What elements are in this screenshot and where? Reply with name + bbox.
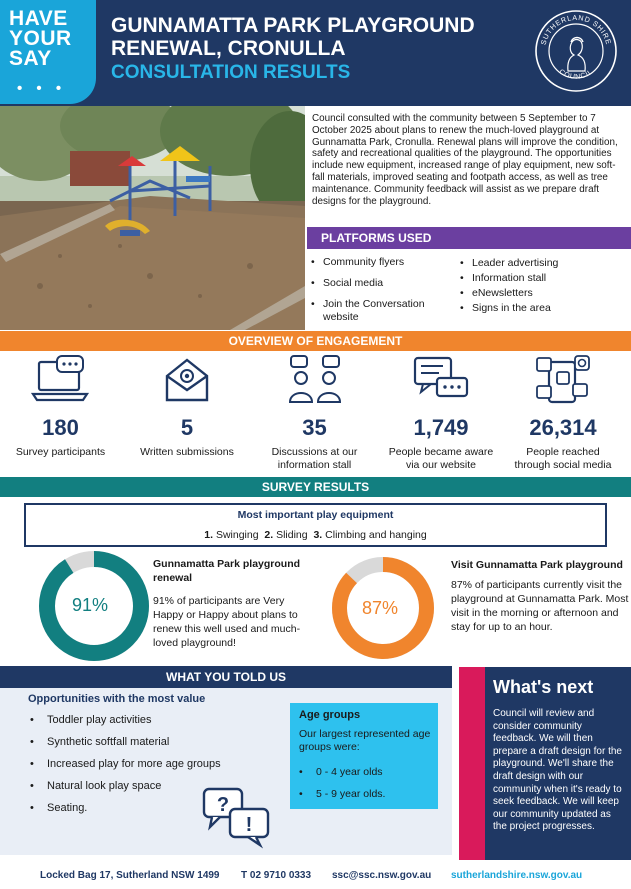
stat-website-aware	[381, 354, 501, 472]
age-groups-list	[299, 766, 385, 810]
stat-discussions	[262, 354, 367, 472]
have-your-say-badge	[0, 0, 96, 104]
list-item: • Signs in the area	[460, 302, 620, 315]
list-item: • Leader advertising	[460, 257, 620, 270]
visit-text: 87% of participants currently visit the playground at Gunnamatta Park. Most visit in the morning or afternoon and stay for up to an hour.	[451, 579, 629, 633]
age-groups-box	[290, 703, 438, 809]
platforms-list-2	[460, 257, 620, 317]
list-item: • Social media	[311, 277, 451, 290]
survey-heading: SURVEY RESULTS	[0, 477, 631, 497]
stat-social-reach	[507, 354, 619, 472]
whats-next-panel	[459, 667, 631, 860]
accent-stripe	[459, 667, 485, 860]
footer-phone: T 02 9710 0333	[241, 870, 312, 881]
list-item: • 0 - 4 year olds	[299, 766, 385, 788]
opportunities-list	[30, 714, 221, 824]
whats-next-title: What's next	[493, 677, 594, 697]
list-item: • eNewsletters	[460, 287, 620, 300]
stat-label: Discussions at our information stall	[271, 446, 358, 471]
envelope-icon	[157, 354, 217, 406]
equipment-title: Most important play equipment	[237, 509, 394, 521]
platforms-list-1	[311, 256, 451, 332]
age-groups-desc: Our largest represented age groups were:	[299, 728, 431, 753]
people-talking-icon	[285, 354, 345, 406]
header-banner	[0, 0, 631, 106]
stat-value: 5	[180, 415, 194, 440]
stat-value: 35	[302, 415, 327, 440]
stat-value: 26,314	[529, 415, 597, 440]
badge-text: HAVE YOUR SAY	[9, 7, 72, 70]
opportunities-subtitle: Opportunities with the most value	[28, 693, 206, 705]
page-subtitle: CONSULTATION RESULTS	[111, 62, 351, 83]
platforms-heading: PLATFORMS USED	[307, 227, 631, 249]
svg-text:SUTHERLAND SHIRE: SUTHERLAND SHIRE	[538, 12, 614, 46]
list-item: • Increased play for more age groups	[30, 758, 221, 780]
renewal-title: Gunnamatta Park playground renewal	[153, 558, 301, 584]
social-media-icon	[533, 354, 593, 406]
laptop-chat-icon	[31, 354, 91, 406]
stat-label: People reached through social media	[514, 446, 612, 471]
playground-photo	[0, 106, 305, 330]
list-item: • Synthetic softfall material	[30, 736, 221, 758]
stat-written-submissions	[131, 354, 243, 459]
list-item: • Seating.	[30, 802, 221, 824]
stat-label: Written submissions	[140, 446, 234, 458]
intro-paragraph: Council consulted with the community between 5 September to 7 October 2025 about plans to renew the much-loved playground at Gunnamatta Park, Cronulla. Renewal plans will improve the condition, safety and recreational qualities of the playground. The opportunities include new equipment, increased range of play equipment, new soft-fall materials, improved seating and footpath access, as well as tree maintenance. Community feedback will assist as we prepare draft designs for the playground.	[312, 113, 618, 207]
stat-label: People became aware via our website	[388, 446, 494, 471]
whats-next-text: Council will review and consider community feedback. We will then prepare a draft design for the playground. We'll share the draft design with our community when it's ready to seek feedback. We will keep our community updated as the project progresses.	[493, 708, 622, 833]
chat-screen-icon	[411, 354, 471, 406]
council-seal-logo	[534, 9, 618, 93]
play-equipment-box	[24, 503, 607, 547]
stat-value: 180	[42, 415, 79, 440]
list-item: • Community flyers	[311, 256, 451, 269]
overview-heading: OVERVIEW OF ENGAGEMENT	[0, 331, 631, 351]
equipment-ranking: 1. Swinging 2. Sliding 3. Climbing and hanging	[204, 529, 427, 541]
svg-text:COUNCIL: COUNCIL	[557, 68, 595, 81]
svg-text:?: ?	[216, 794, 230, 816]
visit-percent: 87%	[362, 598, 399, 618]
list-item: • Natural look play space	[30, 780, 221, 802]
renewal-percent: 91%	[72, 595, 109, 615]
list-item: • Join the Conversation website	[311, 298, 451, 324]
list-item: • Toddler play activities	[30, 714, 221, 736]
list-item: • Information stall	[460, 272, 620, 285]
footer-email[interactable]: ssc@ssc.nsw.gov.au	[332, 870, 432, 881]
stat-label: Survey participants	[15, 446, 106, 458]
list-item: • 5 - 9 year olds.	[299, 788, 385, 810]
badge-dots: • • •	[17, 80, 67, 97]
visit-title: Visit Gunnamatta Park playground	[451, 559, 623, 571]
stat-survey-participants	[8, 354, 113, 459]
age-groups-title: Age groups	[299, 709, 361, 721]
question-chat-icon	[200, 785, 276, 849]
svg-text:!: !	[245, 814, 253, 836]
footer-address: Locked Bag 17, Sutherland NSW 1499	[40, 870, 220, 881]
renewal-text: 91% of participants are Very Happy or Happy about plans to renew this well used and much-loved playground!	[153, 595, 301, 649]
stat-value: 1,749	[413, 415, 469, 440]
told-heading: WHAT YOU TOLD US	[0, 666, 452, 688]
page-title: GUNNAMATTA PARK PLAYGROUND RENEWAL, CRONULLA	[111, 14, 475, 60]
footer-website-link[interactable]: sutherlandshire.nsw.gov.au	[451, 870, 583, 881]
